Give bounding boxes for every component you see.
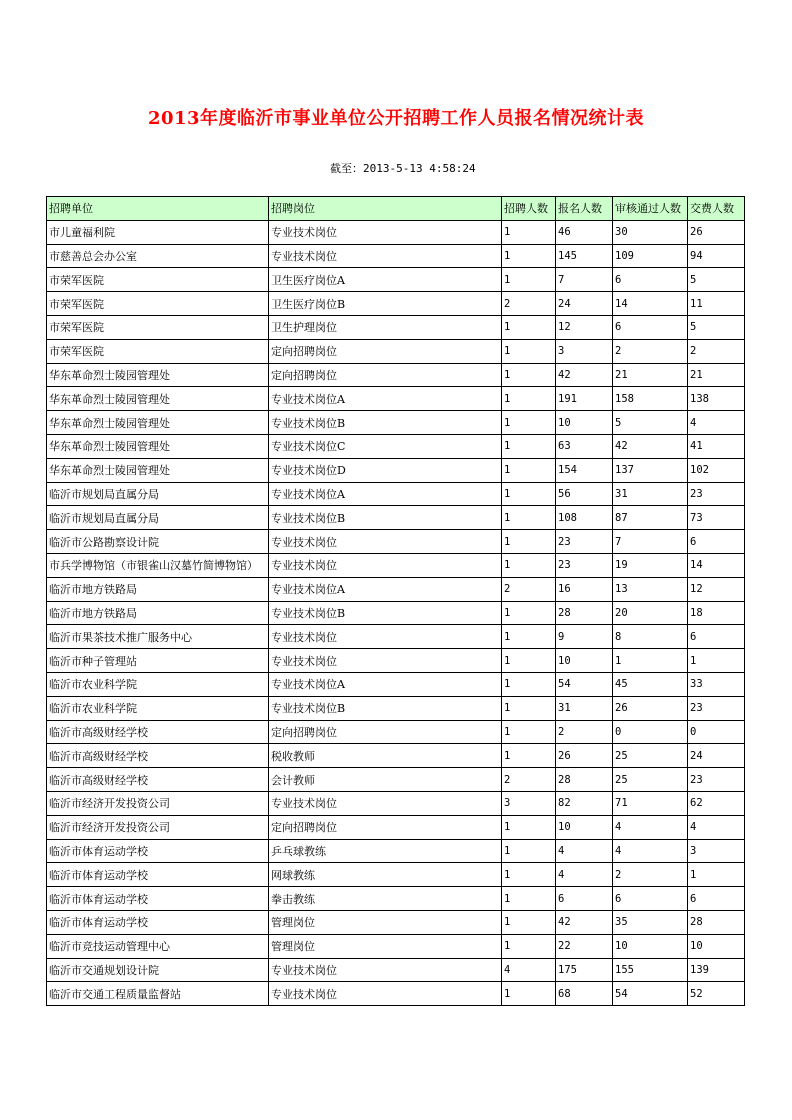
cell-position: 卫生护理岗位 — [269, 315, 502, 339]
cell-unit: 临沂市体育运动学校 — [47, 839, 269, 863]
cell-paid: 12 — [688, 577, 745, 601]
table-row — [47, 815, 745, 839]
cell-approved: 26 — [613, 696, 688, 720]
cell-applicants: 31 — [556, 696, 613, 720]
table-row — [47, 720, 745, 744]
cell-quota: 4 — [502, 958, 556, 982]
cell-paid: 6 — [688, 887, 745, 911]
table-row — [47, 791, 745, 815]
cell-applicants: 4 — [556, 863, 613, 887]
cell-position: 网球教练 — [269, 863, 502, 887]
cell-paid: 41 — [688, 434, 745, 458]
cell-position: 专业技术岗位 — [269, 553, 502, 577]
cell-quota: 1 — [502, 815, 556, 839]
cell-quota: 1 — [502, 506, 556, 530]
table-row — [47, 577, 745, 601]
cell-applicants: 10 — [556, 649, 613, 673]
table-row — [47, 339, 745, 363]
cell-quota: 1 — [502, 696, 556, 720]
cell-unit: 临沂市公路勘察设计院 — [47, 530, 269, 554]
table-row — [47, 910, 745, 934]
cell-paid: 4 — [688, 815, 745, 839]
cell-approved: 6 — [613, 268, 688, 292]
cell-applicants: 10 — [556, 815, 613, 839]
cell-position: 专业技术岗位 — [269, 982, 502, 1006]
table-row — [47, 982, 745, 1006]
cell-applicants: 22 — [556, 934, 613, 958]
cell-position: 专业技术岗位 — [269, 530, 502, 554]
cell-quota: 1 — [502, 649, 556, 673]
cell-applicants: 6 — [556, 887, 613, 911]
cell-approved: 155 — [613, 958, 688, 982]
table-body — [47, 220, 745, 1005]
cell-unit: 临沂市体育运动学校 — [47, 863, 269, 887]
cell-unit: 市荣军医院 — [47, 315, 269, 339]
cell-applicants: 175 — [556, 958, 613, 982]
cell-unit: 临沂市竞技运动管理中心 — [47, 934, 269, 958]
cell-paid: 1 — [688, 863, 745, 887]
page-title: 2013年度临沂市事业单位公开招聘工作人员报名情况统计表 — [147, 108, 645, 129]
statistics-table — [46, 196, 745, 1006]
cell-paid: 24 — [688, 744, 745, 768]
cell-position: 专业技术岗位A — [269, 387, 502, 411]
cell-applicants: 28 — [556, 601, 613, 625]
cell-position: 专业技术岗位A — [269, 482, 502, 506]
cell-approved: 42 — [613, 434, 688, 458]
cell-quota: 1 — [502, 744, 556, 768]
table-row — [47, 625, 745, 649]
timestamp: 截至：2013-5-13 4:58:24 — [330, 162, 476, 175]
cell-unit: 临沂市农业科学院 — [47, 696, 269, 720]
cell-unit: 市荣军医院 — [47, 292, 269, 316]
cell-quota: 1 — [502, 934, 556, 958]
cell-unit: 华东革命烈士陵园管理处 — [47, 363, 269, 387]
cell-quota: 3 — [502, 791, 556, 815]
cell-position: 专业技术岗位 — [269, 244, 502, 268]
cell-paid: 11 — [688, 292, 745, 316]
cell-applicants: 82 — [556, 791, 613, 815]
cell-approved: 25 — [613, 744, 688, 768]
cell-quota: 1 — [502, 553, 556, 577]
table-row — [47, 482, 745, 506]
cell-unit: 市荣军医院 — [47, 339, 269, 363]
cell-quota: 1 — [502, 315, 556, 339]
cell-unit: 临沂市高级财经学校 — [47, 720, 269, 744]
table-row — [47, 696, 745, 720]
cell-paid: 0 — [688, 720, 745, 744]
cell-position: 定向招聘岗位 — [269, 363, 502, 387]
cell-paid: 23 — [688, 482, 745, 506]
table-row — [47, 887, 745, 911]
cell-quota: 2 — [502, 292, 556, 316]
cell-paid: 3 — [688, 839, 745, 863]
cell-approved: 35 — [613, 910, 688, 934]
table-row — [47, 434, 745, 458]
cell-paid: 21 — [688, 363, 745, 387]
cell-approved: 0 — [613, 720, 688, 744]
cell-applicants: 2 — [556, 720, 613, 744]
cell-approved: 19 — [613, 553, 688, 577]
cell-approved: 45 — [613, 672, 688, 696]
cell-applicants: 63 — [556, 434, 613, 458]
cell-paid: 6 — [688, 530, 745, 554]
cell-applicants: 42 — [556, 910, 613, 934]
cell-applicants: 23 — [556, 553, 613, 577]
table-row — [47, 958, 745, 982]
cell-applicants: 154 — [556, 458, 613, 482]
cell-approved: 13 — [613, 577, 688, 601]
cell-unit: 华东革命烈士陵园管理处 — [47, 458, 269, 482]
cell-quota: 1 — [502, 982, 556, 1006]
cell-quota: 1 — [502, 887, 556, 911]
cell-position: 税收教师 — [269, 744, 502, 768]
cell-position: 专业技术岗位 — [269, 791, 502, 815]
table-row — [47, 601, 745, 625]
cell-position: 拳击教练 — [269, 887, 502, 911]
column-header-paid: 交费人数 — [688, 197, 745, 221]
cell-applicants: 10 — [556, 411, 613, 435]
cell-quota: 1 — [502, 482, 556, 506]
cell-paid: 139 — [688, 958, 745, 982]
cell-position: 专业技术岗位B — [269, 601, 502, 625]
cell-applicants: 145 — [556, 244, 613, 268]
table-row — [47, 458, 745, 482]
table-row — [47, 672, 745, 696]
cell-quota: 1 — [502, 839, 556, 863]
cell-paid: 6 — [688, 625, 745, 649]
cell-applicants: 108 — [556, 506, 613, 530]
cell-applicants: 12 — [556, 315, 613, 339]
cell-applicants: 7 — [556, 268, 613, 292]
cell-applicants: 46 — [556, 220, 613, 244]
cell-paid: 94 — [688, 244, 745, 268]
cell-approved: 5 — [613, 411, 688, 435]
cell-quota: 2 — [502, 768, 556, 792]
cell-position: 定向招聘岗位 — [269, 339, 502, 363]
cell-position: 乒乓球教练 — [269, 839, 502, 863]
cell-position: 卫生医疗岗位A — [269, 268, 502, 292]
cell-unit: 临沂市高级财经学校 — [47, 744, 269, 768]
cell-unit: 华东革命烈士陵园管理处 — [47, 387, 269, 411]
cell-quota: 1 — [502, 458, 556, 482]
cell-position: 专业技术岗位A — [269, 672, 502, 696]
cell-paid: 18 — [688, 601, 745, 625]
cell-unit: 临沂市交通工程质量监督站 — [47, 982, 269, 1006]
cell-applicants: 42 — [556, 363, 613, 387]
cell-unit: 市兵学博物馆（市银雀山汉墓竹简博物馆） — [47, 553, 269, 577]
cell-approved: 14 — [613, 292, 688, 316]
cell-approved: 21 — [613, 363, 688, 387]
cell-unit: 市儿童福利院 — [47, 220, 269, 244]
cell-paid: 23 — [688, 696, 745, 720]
cell-quota: 1 — [502, 268, 556, 292]
cell-quota: 1 — [502, 411, 556, 435]
cell-paid: 23 — [688, 768, 745, 792]
cell-position: 专业技术岗位B — [269, 506, 502, 530]
table-row — [47, 220, 745, 244]
cell-applicants: 56 — [556, 482, 613, 506]
cell-approved: 20 — [613, 601, 688, 625]
column-header-position: 招聘岗位 — [269, 197, 502, 221]
cell-applicants: 26 — [556, 744, 613, 768]
cell-unit: 华东革命烈士陵园管理处 — [47, 434, 269, 458]
cell-position: 专业技术岗位 — [269, 625, 502, 649]
cell-applicants: 4 — [556, 839, 613, 863]
table-row — [47, 839, 745, 863]
cell-unit: 市荣军医院 — [47, 268, 269, 292]
cell-quota: 1 — [502, 910, 556, 934]
cell-quota: 1 — [502, 863, 556, 887]
cell-unit: 临沂市果茶技术推广服务中心 — [47, 625, 269, 649]
cell-quota: 1 — [502, 387, 556, 411]
cell-approved: 109 — [613, 244, 688, 268]
cell-paid: 62 — [688, 791, 745, 815]
cell-quota: 1 — [502, 672, 556, 696]
cell-approved: 1 — [613, 649, 688, 673]
cell-paid: 14 — [688, 553, 745, 577]
cell-position: 专业技术岗位B — [269, 696, 502, 720]
cell-approved: 4 — [613, 839, 688, 863]
cell-paid: 10 — [688, 934, 745, 958]
cell-quota: 1 — [502, 601, 556, 625]
cell-paid: 138 — [688, 387, 745, 411]
table-row — [47, 244, 745, 268]
cell-unit: 临沂市经济开发投资公司 — [47, 791, 269, 815]
cell-approved: 8 — [613, 625, 688, 649]
table-row — [47, 315, 745, 339]
cell-approved: 137 — [613, 458, 688, 482]
table-row — [47, 530, 745, 554]
cell-paid: 102 — [688, 458, 745, 482]
cell-unit: 临沂市体育运动学校 — [47, 887, 269, 911]
cell-applicants: 16 — [556, 577, 613, 601]
cell-unit: 临沂市地方铁路局 — [47, 577, 269, 601]
cell-quota: 1 — [502, 363, 556, 387]
cell-approved: 54 — [613, 982, 688, 1006]
cell-position: 卫生医疗岗位B — [269, 292, 502, 316]
cell-position: 专业技术岗位A — [269, 577, 502, 601]
cell-unit: 临沂市高级财经学校 — [47, 768, 269, 792]
cell-unit: 临沂市农业科学院 — [47, 672, 269, 696]
cell-position: 专业技术岗位D — [269, 458, 502, 482]
cell-approved: 6 — [613, 887, 688, 911]
cell-approved: 10 — [613, 934, 688, 958]
column-header-applicants: 报名人数 — [556, 197, 613, 221]
table-header-row — [47, 197, 745, 221]
cell-approved: 31 — [613, 482, 688, 506]
cell-applicants: 9 — [556, 625, 613, 649]
table-row — [47, 768, 745, 792]
table-row — [47, 387, 745, 411]
cell-unit: 临沂市体育运动学校 — [47, 910, 269, 934]
cell-applicants: 3 — [556, 339, 613, 363]
cell-approved: 6 — [613, 315, 688, 339]
cell-paid: 28 — [688, 910, 745, 934]
cell-approved: 2 — [613, 339, 688, 363]
cell-quota: 2 — [502, 577, 556, 601]
cell-unit: 临沂市经济开发投资公司 — [47, 815, 269, 839]
cell-position: 专业技术岗位C — [269, 434, 502, 458]
column-header-unit: 招聘单位 — [47, 197, 269, 221]
cell-position: 专业技术岗位B — [269, 411, 502, 435]
cell-applicants: 23 — [556, 530, 613, 554]
column-header-quota: 招聘人数 — [502, 197, 556, 221]
table-row — [47, 292, 745, 316]
cell-paid: 33 — [688, 672, 745, 696]
cell-paid: 73 — [688, 506, 745, 530]
cell-unit: 临沂市交通规划设计院 — [47, 958, 269, 982]
cell-position: 管理岗位 — [269, 934, 502, 958]
cell-paid: 2 — [688, 339, 745, 363]
cell-position: 专业技术岗位 — [269, 220, 502, 244]
cell-quota: 1 — [502, 720, 556, 744]
cell-approved: 7 — [613, 530, 688, 554]
cell-quota: 1 — [502, 244, 556, 268]
cell-unit: 临沂市地方铁路局 — [47, 601, 269, 625]
table-row — [47, 363, 745, 387]
cell-approved: 71 — [613, 791, 688, 815]
cell-applicants: 54 — [556, 672, 613, 696]
cell-paid: 26 — [688, 220, 745, 244]
cell-unit: 临沂市规划局直属分局 — [47, 506, 269, 530]
cell-paid: 4 — [688, 411, 745, 435]
cell-quota: 1 — [502, 339, 556, 363]
cell-quota: 1 — [502, 220, 556, 244]
cell-applicants: 68 — [556, 982, 613, 1006]
cell-unit: 临沂市种子管理站 — [47, 649, 269, 673]
table-row — [47, 411, 745, 435]
cell-paid: 5 — [688, 268, 745, 292]
table-row — [47, 934, 745, 958]
cell-approved: 158 — [613, 387, 688, 411]
table-row — [47, 744, 745, 768]
cell-approved: 25 — [613, 768, 688, 792]
cell-paid: 52 — [688, 982, 745, 1006]
cell-approved: 30 — [613, 220, 688, 244]
cell-position: 定向招聘岗位 — [269, 815, 502, 839]
cell-unit: 市慈善总会办公室 — [47, 244, 269, 268]
column-header-approved: 审核通过人数 — [613, 197, 688, 221]
cell-approved: 2 — [613, 863, 688, 887]
table-row — [47, 268, 745, 292]
cell-applicants: 191 — [556, 387, 613, 411]
cell-position: 专业技术岗位 — [269, 649, 502, 673]
cell-applicants: 24 — [556, 292, 613, 316]
table-row — [47, 553, 745, 577]
cell-position: 会计教师 — [269, 768, 502, 792]
cell-quota: 1 — [502, 434, 556, 458]
cell-paid: 5 — [688, 315, 745, 339]
cell-paid: 1 — [688, 649, 745, 673]
table-row — [47, 863, 745, 887]
cell-position: 管理岗位 — [269, 910, 502, 934]
cell-position: 定向招聘岗位 — [269, 720, 502, 744]
table-row — [47, 506, 745, 530]
cell-unit: 临沂市规划局直属分局 — [47, 482, 269, 506]
cell-approved: 4 — [613, 815, 688, 839]
cell-unit: 华东革命烈士陵园管理处 — [47, 411, 269, 435]
cell-approved: 87 — [613, 506, 688, 530]
cell-quota: 1 — [502, 625, 556, 649]
cell-applicants: 28 — [556, 768, 613, 792]
table-row — [47, 649, 745, 673]
cell-quota: 1 — [502, 530, 556, 554]
cell-position: 专业技术岗位 — [269, 958, 502, 982]
